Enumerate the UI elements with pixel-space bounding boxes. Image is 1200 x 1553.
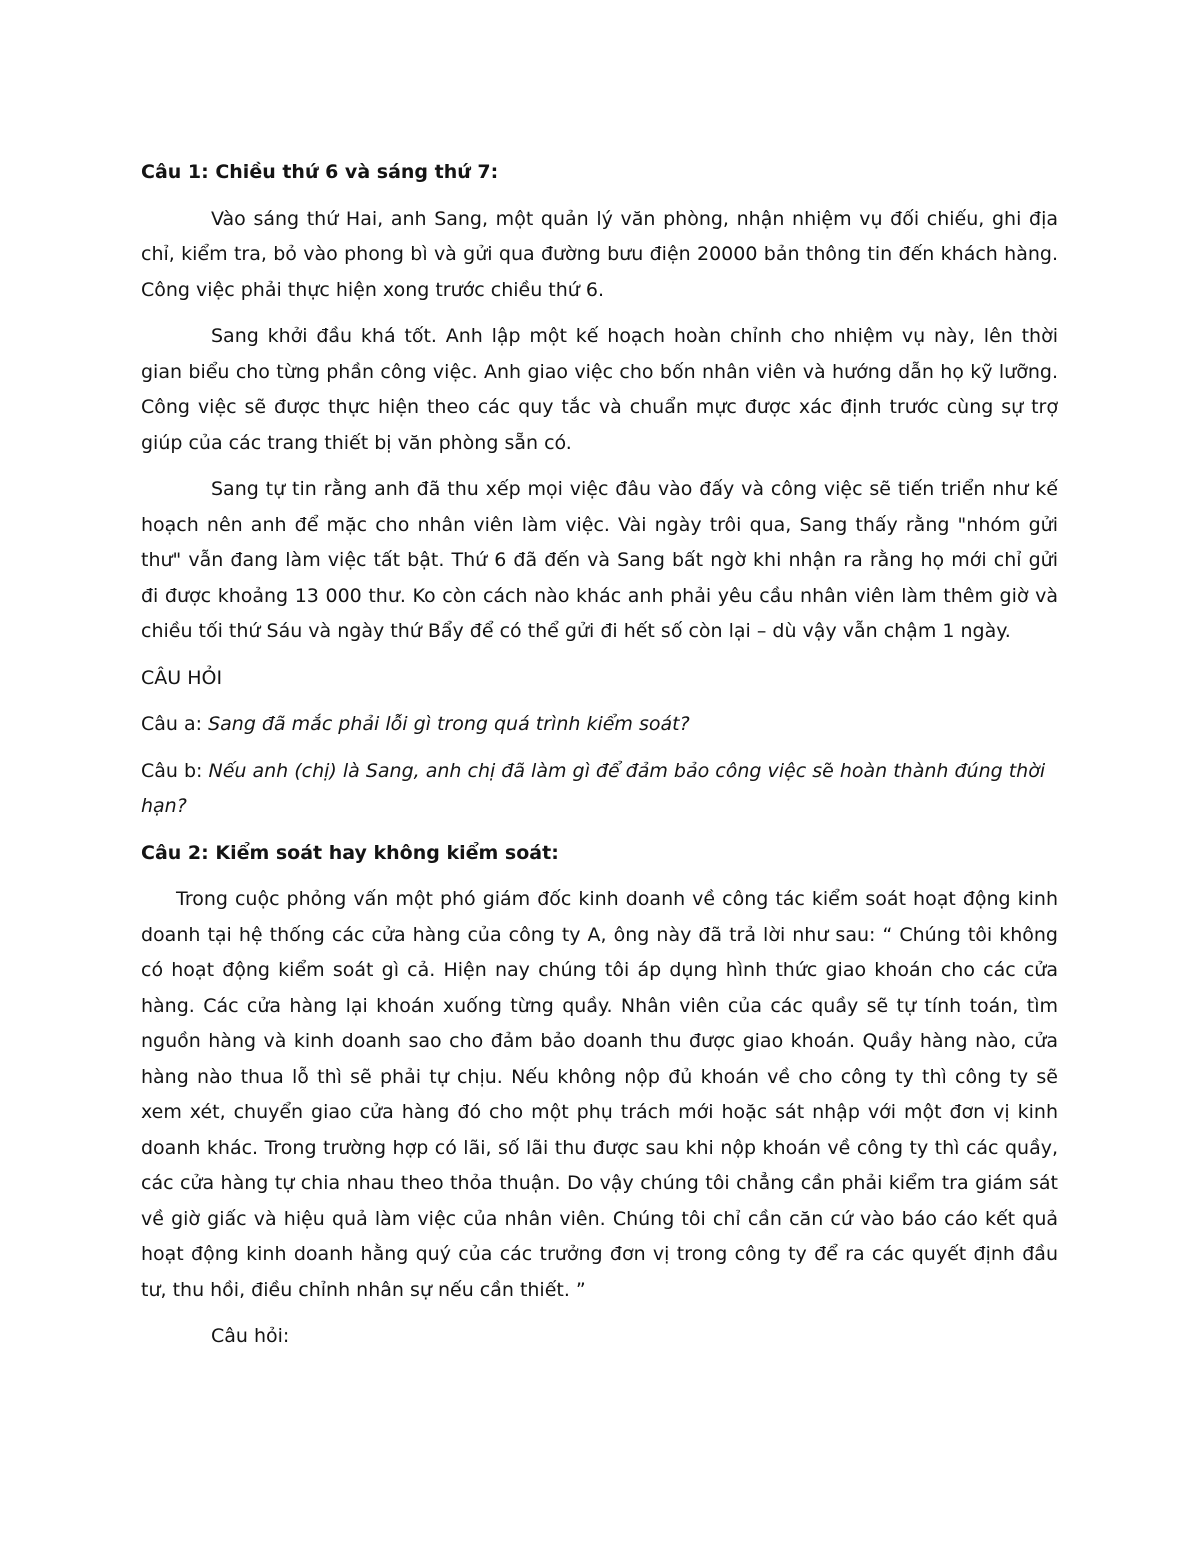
question-a-prefix: Câu a: — [141, 713, 209, 735]
document-page — [141, 155, 1058, 1355]
section-2-paragraph: Trong cuộc phỏng vấn một phó giám đốc kinh doanh về công tác kiểm soát hoạt động kinh doanh tại hệ thống các cửa hàng của công ty A, ông này đã trả lời như sau: “ Chúng tôi không có hoạt động kiểm soát gì cả. Hiện nay chúng tôi áp dụng hình thức giao khoán cho các cửa hàng. Các cửa hàng lại khoán xuống từng quầy. Nhân viên của các quầy sẽ tự tính toán, tìm nguồn hàng và kinh doanh sao cho đảm bảo doanh thu được giao khoán. Quầy hàng nào, cửa hàng nào thua lỗ thì sẽ phải tự chịu. Nếu không nộp đủ khoán về cho công ty thì công ty sẽ xem xét, chuyển giao cửa hàng đó cho một phụ trách mới hoặc sát nhập với một đơn vị kinh doanh khác. Trong trường hợp có lãi, số lãi thu được sau khi nộp khoán về công ty thì các quầy, các cửa hàng tự chia nhau theo thỏa thuận. Do vậy chúng tôi chẳng cần phải kiểm tra giám sát về giờ giấc và hiệu quả làm việc của nhân viên. Chúng tôi chỉ cần căn cứ vào báo cáo kết quả hoạt động kinh doanh hằng quý của các trưởng đơn vị trong công ty để ra các quyết định đầu tư, thu hồi, điều chỉnh nhân sự nếu cần thiết. ” — [141, 888, 1058, 1301]
section-1-paragraph-2: Sang khởi đầu khá tốt. Anh lập một kế hoạch hoàn chỉnh cho nhiệm vụ này, lên thời gian biểu cho từng phần công việc. Anh giao việc cho bốn nhân viên và hướng dẫn họ kỹ lưỡng. Công việc sẽ được thực hiện theo các quy tắc và chuẩn mực được xác định trước cùng sự trợ giúp của các trang thiết bị văn phòng sẵn có. — [141, 325, 1058, 454]
section-1-paragraph-1: Vào sáng thứ Hai, anh Sang, một quản lý văn phòng, nhận nhiệm vụ đối chiếu, ghi địa chỉ, kiểm tra, bỏ vào phong bì và gửi qua đường bưu điện 20000 bản thông tin đến khách hàng. Công việc phải thực hiện xong trước chiều thứ 6. — [141, 207, 1058, 301]
section-1-heading: Câu 1: Chiều thứ 6 và sáng thứ 7: — [141, 161, 499, 183]
question-a — [141, 707, 1058, 743]
question-b-text: Nếu anh (chị) là Sang, anh chị đã làm gì để đảm bảo công việc sẽ hoàn thành đúng thời hạn? — [141, 759, 1046, 817]
question-a-text: Sang đã mắc phải lỗi gì trong quá trình kiểm soát? — [208, 713, 690, 735]
question-b-prefix: Câu b: — [141, 759, 209, 782]
section-1-paragraph-3: Sang tự tin rằng anh đã thu xếp mọi việc đâu vào đấy và công việc sẽ tiến triển như kế hoạch nên anh để mặc cho nhân viên làm việc. Vài ngày trôi qua, Sang thấy rằng "nhóm gửi thư" vẫn đang làm việc tất bật. Thứ 6 đã đến và Sang bất ngờ khi nhận ra rằng họ mới chỉ gửi đi được khoảng 13 000 thư. Ko còn cách nào khác anh phải yêu cầu nhân viên làm thêm giờ và chiều tối thứ Sáu và ngày thứ Bẩy để có thể gửi đi hết số còn lại – dù vậy vẫn chậm 1 ngày. — [141, 478, 1058, 642]
question-b — [141, 754, 1058, 825]
section-2-questions-label: Câu hỏi: — [211, 1325, 290, 1347]
section-1-questions-label: CÂU HỎI — [141, 666, 223, 689]
section-2-heading: Câu 2: Kiểm soát hay không kiểm soát: — [141, 841, 559, 864]
